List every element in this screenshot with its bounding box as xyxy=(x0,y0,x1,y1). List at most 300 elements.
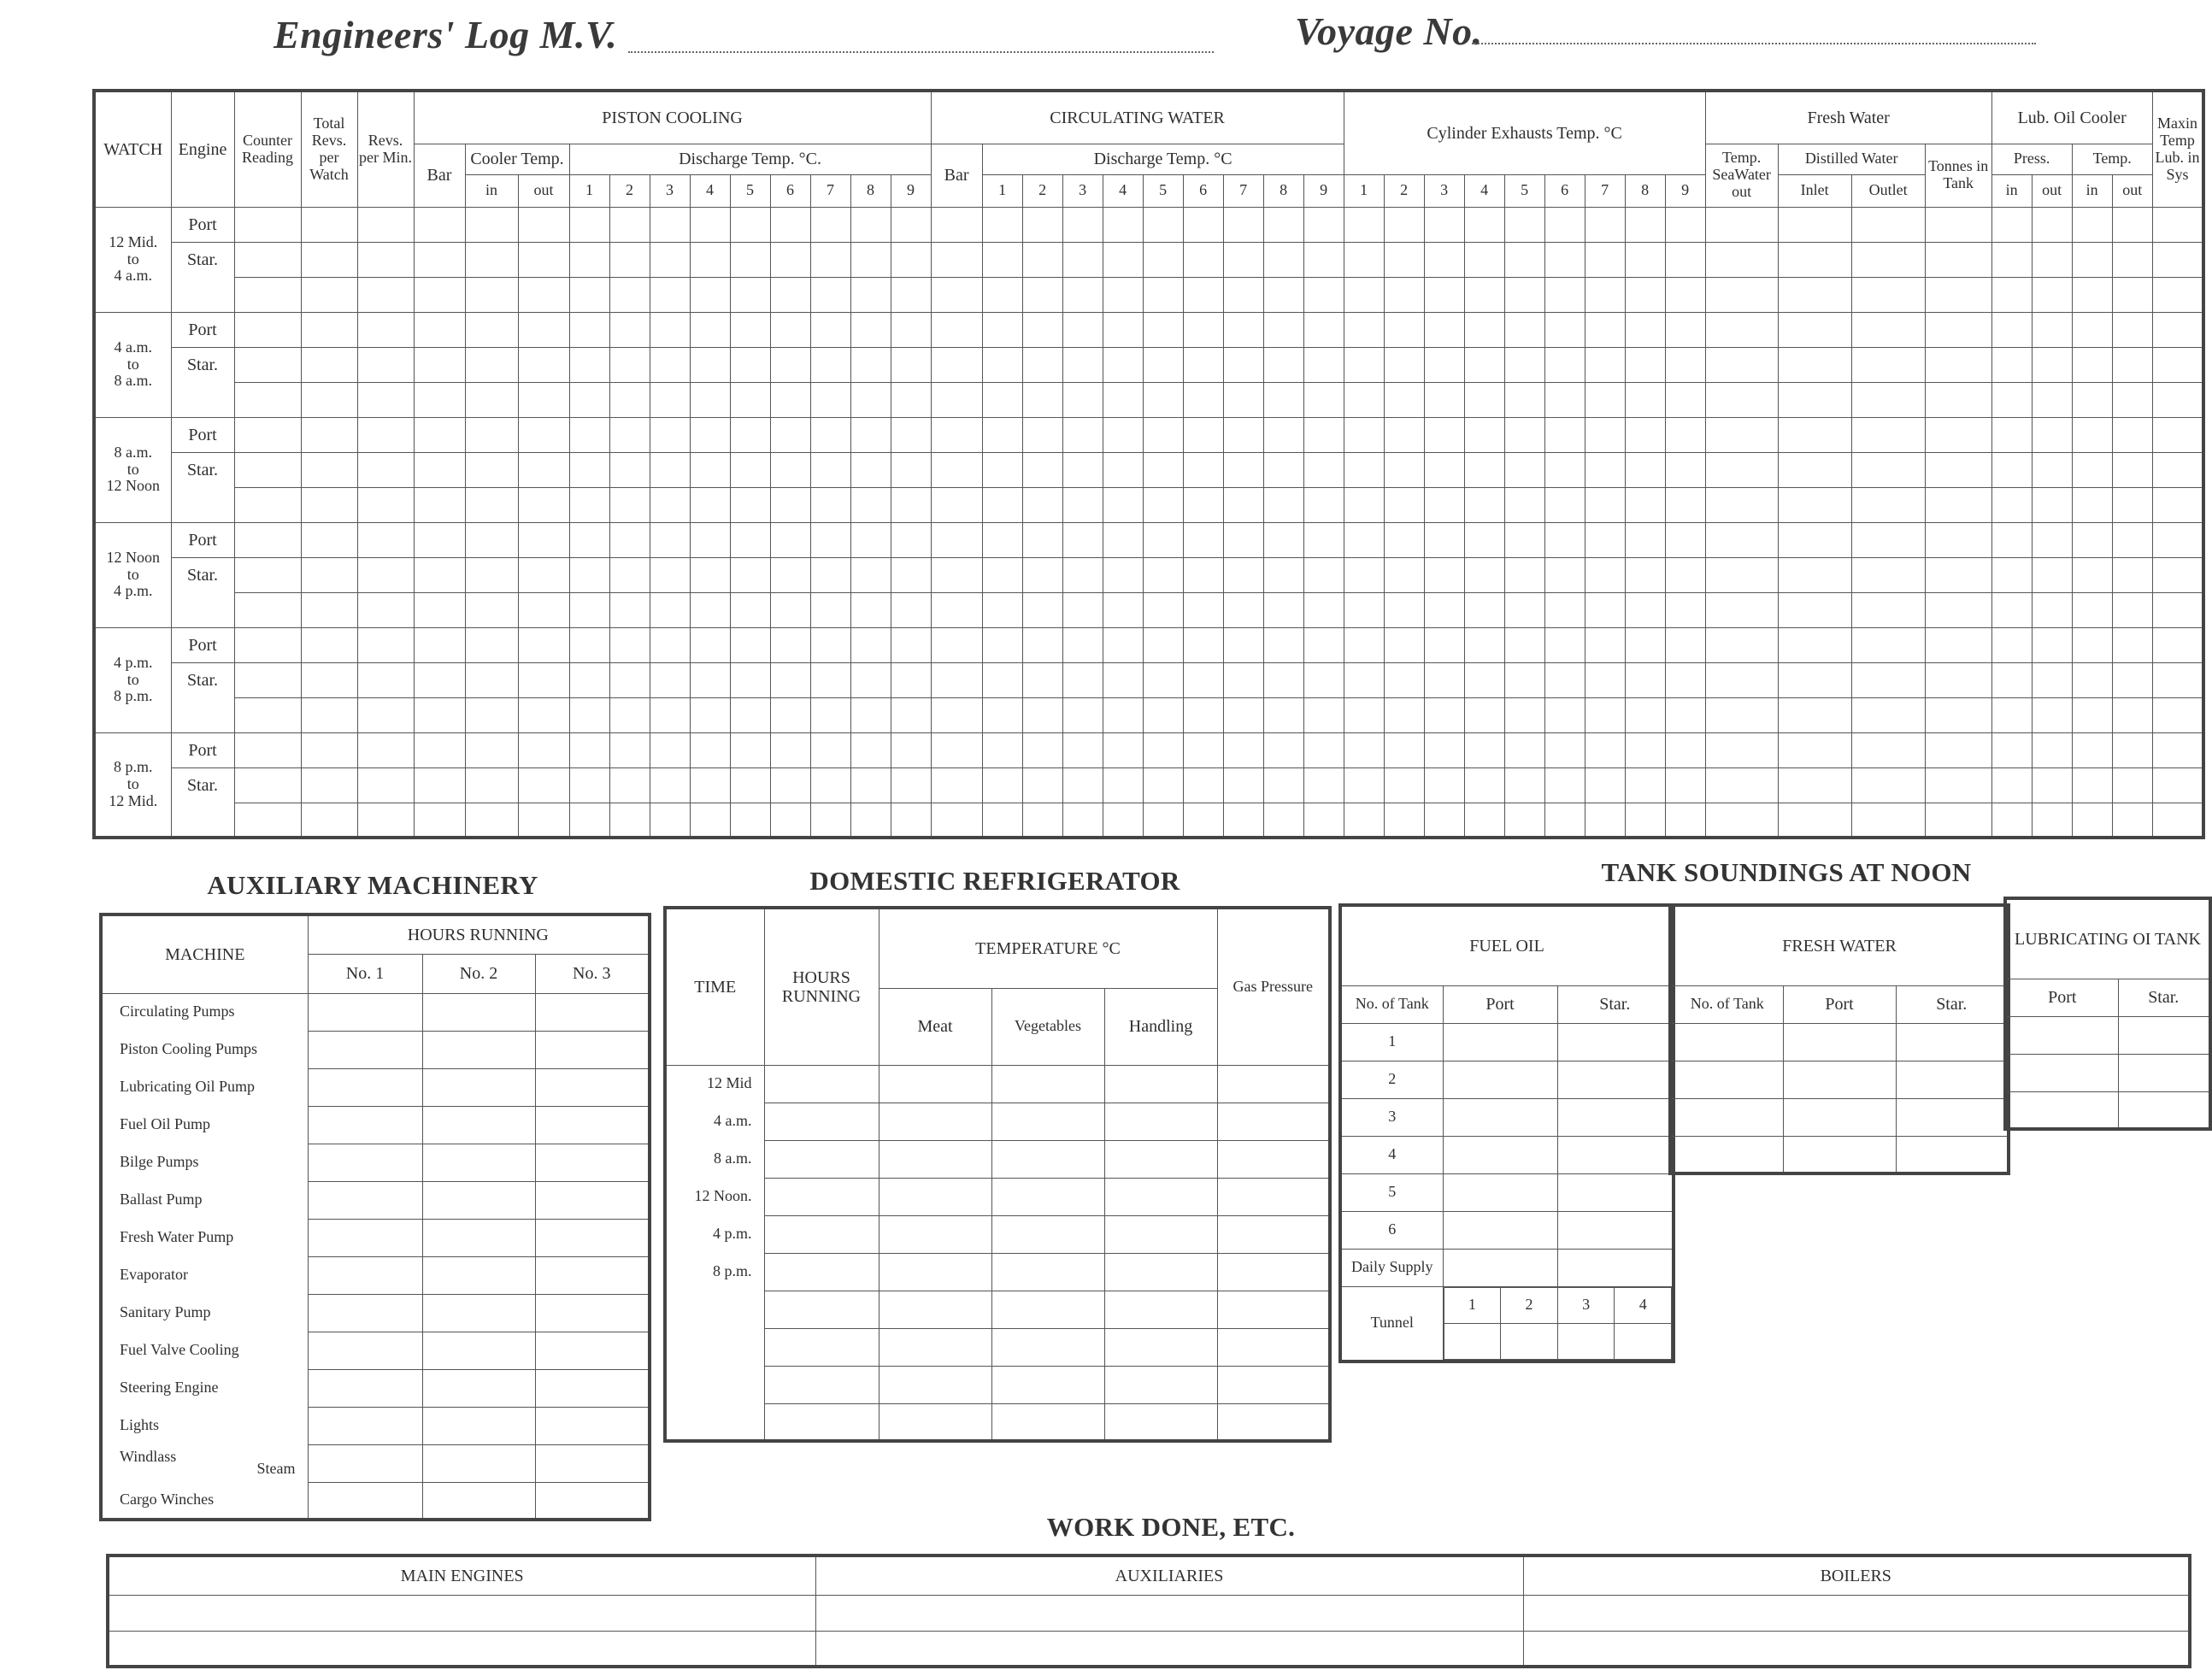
log-cell[interactable] xyxy=(931,207,982,242)
log-cell[interactable] xyxy=(1263,242,1303,277)
log-cell[interactable] xyxy=(982,277,1022,312)
log-cell[interactable] xyxy=(569,312,609,347)
log-cell[interactable] xyxy=(1851,627,1925,662)
log-cell[interactable] xyxy=(357,662,414,697)
log-cell[interactable] xyxy=(569,767,609,803)
log-cell[interactable] xyxy=(609,803,650,838)
log-cell[interactable] xyxy=(1504,592,1544,627)
log-cell[interactable] xyxy=(730,347,770,382)
log-cell[interactable] xyxy=(1303,347,1344,382)
log-cell[interactable] xyxy=(1263,312,1303,347)
ref-cell[interactable] xyxy=(1217,1291,1330,1328)
tank-fo-star-cell[interactable] xyxy=(1557,1098,1674,1136)
tank-lo-cell[interactable] xyxy=(2118,1016,2210,1054)
log-cell[interactable] xyxy=(931,242,982,277)
log-cell[interactable] xyxy=(2072,452,2112,487)
log-cell[interactable] xyxy=(1344,242,1384,277)
log-cell[interactable] xyxy=(1223,732,1263,767)
log-cell[interactable] xyxy=(1544,557,1585,592)
log-cell[interactable] xyxy=(1183,277,1223,312)
log-cell[interactable] xyxy=(1143,277,1183,312)
log-cell[interactable] xyxy=(1705,207,1778,242)
log-cell[interactable] xyxy=(1143,767,1183,803)
log-cell[interactable] xyxy=(1183,312,1223,347)
log-cell[interactable] xyxy=(609,452,650,487)
log-cell[interactable] xyxy=(2152,522,2203,557)
aux-hours-cell[interactable] xyxy=(308,1332,422,1369)
log-cell[interactable] xyxy=(569,522,609,557)
log-cell[interactable] xyxy=(650,347,690,382)
log-cell[interactable] xyxy=(1062,662,1103,697)
log-cell[interactable] xyxy=(1504,242,1544,277)
log-cell[interactable] xyxy=(1062,452,1103,487)
log-cell[interactable] xyxy=(301,487,357,522)
ref-cell[interactable] xyxy=(991,1215,1104,1253)
tank-fw-cell[interactable] xyxy=(1670,1136,1783,1173)
log-cell[interactable] xyxy=(891,207,931,242)
log-cell[interactable] xyxy=(650,382,690,417)
log-cell[interactable] xyxy=(1665,592,1705,627)
tank-fo-star-cell[interactable] xyxy=(1557,1023,1674,1061)
vessel-name-line[interactable] xyxy=(628,51,1214,53)
log-cell[interactable] xyxy=(1705,417,1778,452)
log-cell[interactable] xyxy=(1464,242,1504,277)
log-cell[interactable] xyxy=(810,697,850,732)
log-cell[interactable] xyxy=(1303,767,1344,803)
log-cell[interactable] xyxy=(1625,347,1665,382)
log-cell[interactable] xyxy=(1991,347,2032,382)
aux-hours-cell[interactable] xyxy=(308,1031,422,1068)
log-cell[interactable] xyxy=(1705,732,1778,767)
log-cell[interactable] xyxy=(1103,627,1143,662)
log-cell[interactable] xyxy=(931,347,982,382)
ref-cell[interactable] xyxy=(1104,1140,1217,1178)
log-cell[interactable] xyxy=(1263,662,1303,697)
tank-lo-cell[interactable] xyxy=(2005,1016,2118,1054)
log-cell[interactable] xyxy=(1344,417,1384,452)
log-cell[interactable] xyxy=(1183,452,1223,487)
log-cell[interactable] xyxy=(609,382,650,417)
log-cell[interactable] xyxy=(1705,487,1778,522)
log-cell[interactable] xyxy=(650,277,690,312)
log-cell[interactable] xyxy=(850,732,891,767)
log-cell[interactable] xyxy=(1544,522,1585,557)
log-cell[interactable] xyxy=(650,732,690,767)
log-cell[interactable] xyxy=(518,382,569,417)
log-cell[interactable] xyxy=(1384,662,1424,697)
log-cell[interactable] xyxy=(2032,452,2072,487)
ref-cell[interactable] xyxy=(1217,1366,1330,1403)
log-cell[interactable] xyxy=(1851,242,1925,277)
log-cell[interactable] xyxy=(1544,312,1585,347)
log-cell[interactable] xyxy=(1303,662,1344,697)
log-cell[interactable] xyxy=(2072,382,2112,417)
log-cell[interactable] xyxy=(1464,592,1504,627)
tank-fo-port-cell[interactable] xyxy=(1443,1023,1557,1061)
aux-hours-cell[interactable] xyxy=(422,1256,535,1294)
log-cell[interactable] xyxy=(1103,662,1143,697)
log-cell[interactable] xyxy=(2072,242,2112,277)
log-cell[interactable] xyxy=(1424,382,1464,417)
log-cell[interactable] xyxy=(301,697,357,732)
log-cell[interactable] xyxy=(810,487,850,522)
log-cell[interactable] xyxy=(690,627,730,662)
log-cell[interactable] xyxy=(234,452,301,487)
log-cell[interactable] xyxy=(1544,627,1585,662)
log-cell[interactable] xyxy=(891,662,931,697)
log-cell[interactable] xyxy=(810,242,850,277)
log-cell[interactable] xyxy=(770,312,810,347)
log-cell[interactable] xyxy=(1183,242,1223,277)
aux-hours-cell[interactable] xyxy=(308,1369,422,1407)
log-cell[interactable] xyxy=(465,277,518,312)
log-cell[interactable] xyxy=(2072,207,2112,242)
aux-hours-cell[interactable] xyxy=(308,1219,422,1256)
log-cell[interactable] xyxy=(1464,417,1504,452)
log-cell[interactable] xyxy=(1504,522,1544,557)
log-cell[interactable] xyxy=(1103,207,1143,242)
log-cell[interactable] xyxy=(730,697,770,732)
log-cell[interactable] xyxy=(1925,417,1991,452)
log-cell[interactable] xyxy=(850,627,891,662)
log-cell[interactable] xyxy=(1183,522,1223,557)
log-cell[interactable] xyxy=(850,662,891,697)
log-cell[interactable] xyxy=(1303,557,1344,592)
log-cell[interactable] xyxy=(1665,803,1705,838)
log-cell[interactable] xyxy=(2152,803,2203,838)
ref-cell[interactable] xyxy=(879,1328,991,1366)
log-cell[interactable] xyxy=(1424,627,1464,662)
log-cell[interactable] xyxy=(1223,277,1263,312)
aux-hours-cell[interactable] xyxy=(535,1294,650,1332)
log-cell[interactable] xyxy=(1585,767,1625,803)
log-cell[interactable] xyxy=(2072,277,2112,312)
log-cell[interactable] xyxy=(414,417,465,452)
log-cell[interactable] xyxy=(1223,452,1263,487)
log-cell[interactable] xyxy=(1625,242,1665,277)
log-cell[interactable] xyxy=(1625,557,1665,592)
log-cell[interactable] xyxy=(850,522,891,557)
log-cell[interactable] xyxy=(1778,697,1851,732)
log-cell[interactable] xyxy=(1778,592,1851,627)
log-cell[interactable] xyxy=(414,312,465,347)
log-cell[interactable] xyxy=(2152,662,2203,697)
log-cell[interactable] xyxy=(234,347,301,382)
ref-cell[interactable] xyxy=(879,1366,991,1403)
log-cell[interactable] xyxy=(2152,242,2203,277)
log-cell[interactable] xyxy=(730,207,770,242)
log-cell[interactable] xyxy=(234,592,301,627)
log-cell[interactable] xyxy=(1991,242,2032,277)
log-cell[interactable] xyxy=(357,347,414,382)
work-cell[interactable] xyxy=(1523,1595,2190,1631)
log-cell[interactable] xyxy=(1263,627,1303,662)
tank-fw-cell[interactable] xyxy=(1783,1023,1896,1061)
ref-cell[interactable] xyxy=(764,1366,879,1403)
log-cell[interactable] xyxy=(650,697,690,732)
ref-cell[interactable] xyxy=(1104,1253,1217,1291)
log-cell[interactable] xyxy=(730,487,770,522)
log-cell[interactable] xyxy=(1665,207,1705,242)
log-cell[interactable] xyxy=(1705,627,1778,662)
log-cell[interactable] xyxy=(1851,417,1925,452)
log-cell[interactable] xyxy=(518,767,569,803)
tunnel-cell[interactable] xyxy=(1444,1323,1501,1359)
aux-hours-cell[interactable] xyxy=(422,993,535,1031)
ref-cell[interactable] xyxy=(991,1328,1104,1366)
log-cell[interactable] xyxy=(1504,487,1544,522)
log-cell[interactable] xyxy=(1925,662,1991,697)
ref-cell[interactable] xyxy=(764,1103,879,1140)
log-cell[interactable] xyxy=(1143,207,1183,242)
log-cell[interactable] xyxy=(1303,697,1344,732)
aux-hours-cell[interactable] xyxy=(422,1181,535,1219)
log-cell[interactable] xyxy=(1424,522,1464,557)
log-cell[interactable] xyxy=(1464,627,1504,662)
log-cell[interactable] xyxy=(518,627,569,662)
log-cell[interactable] xyxy=(414,767,465,803)
log-cell[interactable] xyxy=(2032,697,2072,732)
log-cell[interactable] xyxy=(301,557,357,592)
log-cell[interactable] xyxy=(690,312,730,347)
log-cell[interactable] xyxy=(609,767,650,803)
log-cell[interactable] xyxy=(770,452,810,487)
log-cell[interactable] xyxy=(770,522,810,557)
log-cell[interactable] xyxy=(1851,312,1925,347)
log-cell[interactable] xyxy=(2032,627,2072,662)
log-cell[interactable] xyxy=(1263,452,1303,487)
log-cell[interactable] xyxy=(650,207,690,242)
ref-cell[interactable] xyxy=(764,1328,879,1366)
aux-hours-cell[interactable] xyxy=(535,1482,650,1520)
log-cell[interactable] xyxy=(1778,277,1851,312)
log-cell[interactable] xyxy=(1223,662,1263,697)
log-cell[interactable] xyxy=(234,767,301,803)
log-cell[interactable] xyxy=(1925,452,1991,487)
aux-hours-cell[interactable] xyxy=(535,1444,650,1482)
log-cell[interactable] xyxy=(1384,417,1424,452)
log-cell[interactable] xyxy=(2032,487,2072,522)
tunnel-cell[interactable] xyxy=(1615,1323,1672,1359)
log-cell[interactable] xyxy=(730,662,770,697)
ref-cell[interactable] xyxy=(1217,1178,1330,1215)
log-cell[interactable] xyxy=(1223,347,1263,382)
aux-hours-cell[interactable] xyxy=(535,1407,650,1444)
log-cell[interactable] xyxy=(2072,732,2112,767)
log-cell[interactable] xyxy=(518,277,569,312)
log-cell[interactable] xyxy=(810,767,850,803)
log-cell[interactable] xyxy=(850,767,891,803)
log-cell[interactable] xyxy=(414,627,465,662)
log-cell[interactable] xyxy=(1022,803,1062,838)
log-cell[interactable] xyxy=(1705,312,1778,347)
log-cell[interactable] xyxy=(1504,347,1544,382)
aux-hours-cell[interactable] xyxy=(422,1482,535,1520)
log-cell[interactable] xyxy=(1263,487,1303,522)
log-cell[interactable] xyxy=(1384,803,1424,838)
log-cell[interactable] xyxy=(1991,662,2032,697)
log-cell[interactable] xyxy=(1585,732,1625,767)
log-cell[interactable] xyxy=(1384,522,1424,557)
log-cell[interactable] xyxy=(650,627,690,662)
log-cell[interactable] xyxy=(730,732,770,767)
log-cell[interactable] xyxy=(1384,207,1424,242)
ref-cell[interactable] xyxy=(1217,1065,1330,1103)
tank-fw-cell[interactable] xyxy=(1783,1098,1896,1136)
log-cell[interactable] xyxy=(1991,803,2032,838)
aux-hours-cell[interactable] xyxy=(422,1369,535,1407)
log-cell[interactable] xyxy=(465,522,518,557)
log-cell[interactable] xyxy=(650,312,690,347)
log-cell[interactable] xyxy=(1544,242,1585,277)
log-cell[interactable] xyxy=(1344,277,1384,312)
log-cell[interactable] xyxy=(1625,697,1665,732)
log-cell[interactable] xyxy=(1544,767,1585,803)
log-cell[interactable] xyxy=(1424,557,1464,592)
log-cell[interactable] xyxy=(891,277,931,312)
log-cell[interactable] xyxy=(301,732,357,767)
tank-fw-cell[interactable] xyxy=(1670,1098,1783,1136)
log-cell[interactable] xyxy=(1303,627,1344,662)
log-cell[interactable] xyxy=(1778,803,1851,838)
log-cell[interactable] xyxy=(1585,207,1625,242)
log-cell[interactable] xyxy=(1778,627,1851,662)
aux-hours-cell[interactable] xyxy=(308,1407,422,1444)
tank-lo-cell[interactable] xyxy=(2005,1054,2118,1091)
log-cell[interactable] xyxy=(2152,347,2203,382)
log-cell[interactable] xyxy=(1022,417,1062,452)
log-cell[interactable] xyxy=(1544,487,1585,522)
log-cell[interactable] xyxy=(1585,592,1625,627)
log-cell[interactable] xyxy=(465,627,518,662)
tank-fo-port-cell[interactable] xyxy=(1443,1098,1557,1136)
log-cell[interactable] xyxy=(891,803,931,838)
log-cell[interactable] xyxy=(1303,522,1344,557)
log-cell[interactable] xyxy=(1263,697,1303,732)
log-cell[interactable] xyxy=(1705,522,1778,557)
log-cell[interactable] xyxy=(1665,557,1705,592)
log-cell[interactable] xyxy=(690,487,730,522)
log-cell[interactable] xyxy=(414,487,465,522)
log-cell[interactable] xyxy=(1143,627,1183,662)
log-cell[interactable] xyxy=(730,312,770,347)
log-cell[interactable] xyxy=(1665,522,1705,557)
log-cell[interactable] xyxy=(1585,312,1625,347)
log-cell[interactable] xyxy=(1504,557,1544,592)
log-cell[interactable] xyxy=(810,277,850,312)
log-cell[interactable] xyxy=(1705,242,1778,277)
log-cell[interactable] xyxy=(1183,347,1223,382)
log-cell[interactable] xyxy=(1585,347,1625,382)
tank-fo-star-cell[interactable] xyxy=(1557,1249,1674,1286)
ref-cell[interactable] xyxy=(879,1403,991,1441)
log-cell[interactable] xyxy=(1223,767,1263,803)
log-cell[interactable] xyxy=(770,347,810,382)
log-cell[interactable] xyxy=(1851,277,1925,312)
log-cell[interactable] xyxy=(1778,312,1851,347)
log-cell[interactable] xyxy=(982,452,1022,487)
log-cell[interactable] xyxy=(1223,592,1263,627)
log-cell[interactable] xyxy=(1464,662,1504,697)
log-cell[interactable] xyxy=(1665,487,1705,522)
log-cell[interactable] xyxy=(1223,382,1263,417)
log-cell[interactable] xyxy=(414,557,465,592)
log-cell[interactable] xyxy=(891,417,931,452)
log-cell[interactable] xyxy=(569,557,609,592)
log-cell[interactable] xyxy=(891,347,931,382)
log-cell[interactable] xyxy=(1263,592,1303,627)
log-cell[interactable] xyxy=(730,452,770,487)
log-cell[interactable] xyxy=(1625,767,1665,803)
log-cell[interactable] xyxy=(357,417,414,452)
log-cell[interactable] xyxy=(1344,803,1384,838)
log-cell[interactable] xyxy=(1223,557,1263,592)
log-cell[interactable] xyxy=(1625,662,1665,697)
log-cell[interactable] xyxy=(1384,452,1424,487)
log-cell[interactable] xyxy=(609,662,650,697)
log-cell[interactable] xyxy=(1143,452,1183,487)
ref-cell[interactable] xyxy=(1104,1328,1217,1366)
log-cell[interactable] xyxy=(1665,697,1705,732)
work-cell[interactable] xyxy=(1523,1631,2190,1667)
log-cell[interactable] xyxy=(1925,277,1991,312)
log-cell[interactable] xyxy=(234,382,301,417)
log-cell[interactable] xyxy=(2152,592,2203,627)
log-cell[interactable] xyxy=(931,312,982,347)
log-cell[interactable] xyxy=(1504,803,1544,838)
log-cell[interactable] xyxy=(1851,452,1925,487)
log-cell[interactable] xyxy=(234,207,301,242)
aux-hours-cell[interactable] xyxy=(308,1144,422,1181)
log-cell[interactable] xyxy=(1778,487,1851,522)
tank-lo-cell[interactable] xyxy=(2005,1091,2118,1129)
tank-fw-cell[interactable] xyxy=(1670,1061,1783,1098)
log-cell[interactable] xyxy=(1344,627,1384,662)
log-cell[interactable] xyxy=(770,487,810,522)
log-cell[interactable] xyxy=(690,382,730,417)
log-cell[interactable] xyxy=(518,803,569,838)
log-cell[interactable] xyxy=(1022,627,1062,662)
log-cell[interactable] xyxy=(518,592,569,627)
log-cell[interactable] xyxy=(1143,557,1183,592)
log-cell[interactable] xyxy=(1223,522,1263,557)
log-cell[interactable] xyxy=(810,522,850,557)
aux-hours-cell[interactable] xyxy=(422,1294,535,1332)
log-cell[interactable] xyxy=(770,697,810,732)
log-cell[interactable] xyxy=(1925,382,1991,417)
log-cell[interactable] xyxy=(1183,592,1223,627)
log-cell[interactable] xyxy=(1625,732,1665,767)
log-cell[interactable] xyxy=(1504,417,1544,452)
ref-cell[interactable] xyxy=(1104,1103,1217,1140)
log-cell[interactable] xyxy=(1303,207,1344,242)
log-cell[interactable] xyxy=(1062,767,1103,803)
log-cell[interactable] xyxy=(1424,242,1464,277)
log-cell[interactable] xyxy=(1424,417,1464,452)
log-cell[interactable] xyxy=(1143,382,1183,417)
log-cell[interactable] xyxy=(1263,347,1303,382)
log-cell[interactable] xyxy=(1022,522,1062,557)
log-cell[interactable] xyxy=(1384,242,1424,277)
log-cell[interactable] xyxy=(1384,592,1424,627)
log-cell[interactable] xyxy=(465,732,518,767)
log-cell[interactable] xyxy=(650,803,690,838)
tank-fo-port-cell[interactable] xyxy=(1443,1173,1557,1211)
log-cell[interactable] xyxy=(1585,662,1625,697)
log-cell[interactable] xyxy=(1925,627,1991,662)
log-cell[interactable] xyxy=(1464,382,1504,417)
log-cell[interactable] xyxy=(301,522,357,557)
